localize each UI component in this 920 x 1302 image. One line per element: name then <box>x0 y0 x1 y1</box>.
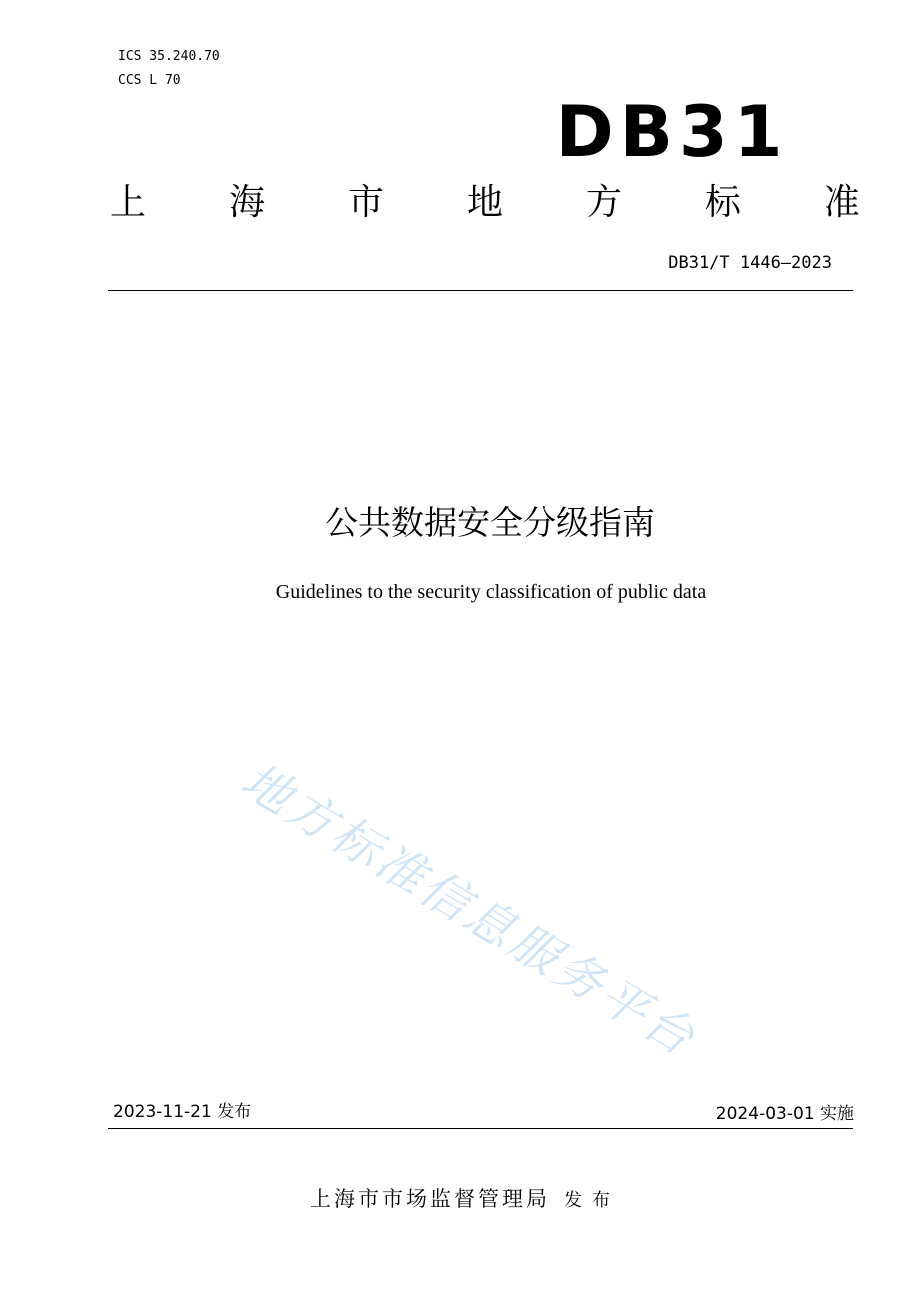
std-type-char: 上 <box>110 182 147 223</box>
std-type-char: 海 <box>228 182 265 223</box>
db31-logo <box>556 100 788 162</box>
release-date: 2023-11-21 发布 <box>113 1102 252 1122</box>
standard-number: DB31/T 1446—2023 <box>668 253 832 273</box>
watermark-text: 地方标准信息服务平台 <box>231 752 707 1069</box>
std-type-char: 标 <box>704 182 741 223</box>
publisher <box>0 1184 920 1216</box>
header-divider <box>108 290 853 291</box>
publisher-suffix: 发布 <box>564 1190 620 1211</box>
std-type-char: 准 <box>823 182 860 223</box>
ccs-code: CCS L 70 <box>118 73 181 88</box>
standard-type <box>110 178 860 228</box>
std-type-char: 方 <box>585 182 622 223</box>
publisher-name: 上海市市场监督管理局 <box>310 1187 550 1211</box>
document-title-en: Guidelines to the security classification of public data <box>275 581 707 603</box>
db31-logo-text: DB31 <box>556 100 788 162</box>
implementation-date: 2024-03-01 实施 <box>715 1104 854 1124</box>
document-title-cn: 公共数据安全分级指南 <box>325 503 655 542</box>
std-type-char: 地 <box>466 182 503 223</box>
footer-divider <box>108 1128 853 1129</box>
ics-code: ICS 35.240.70 <box>118 49 220 64</box>
std-type-char: 市 <box>347 182 384 223</box>
